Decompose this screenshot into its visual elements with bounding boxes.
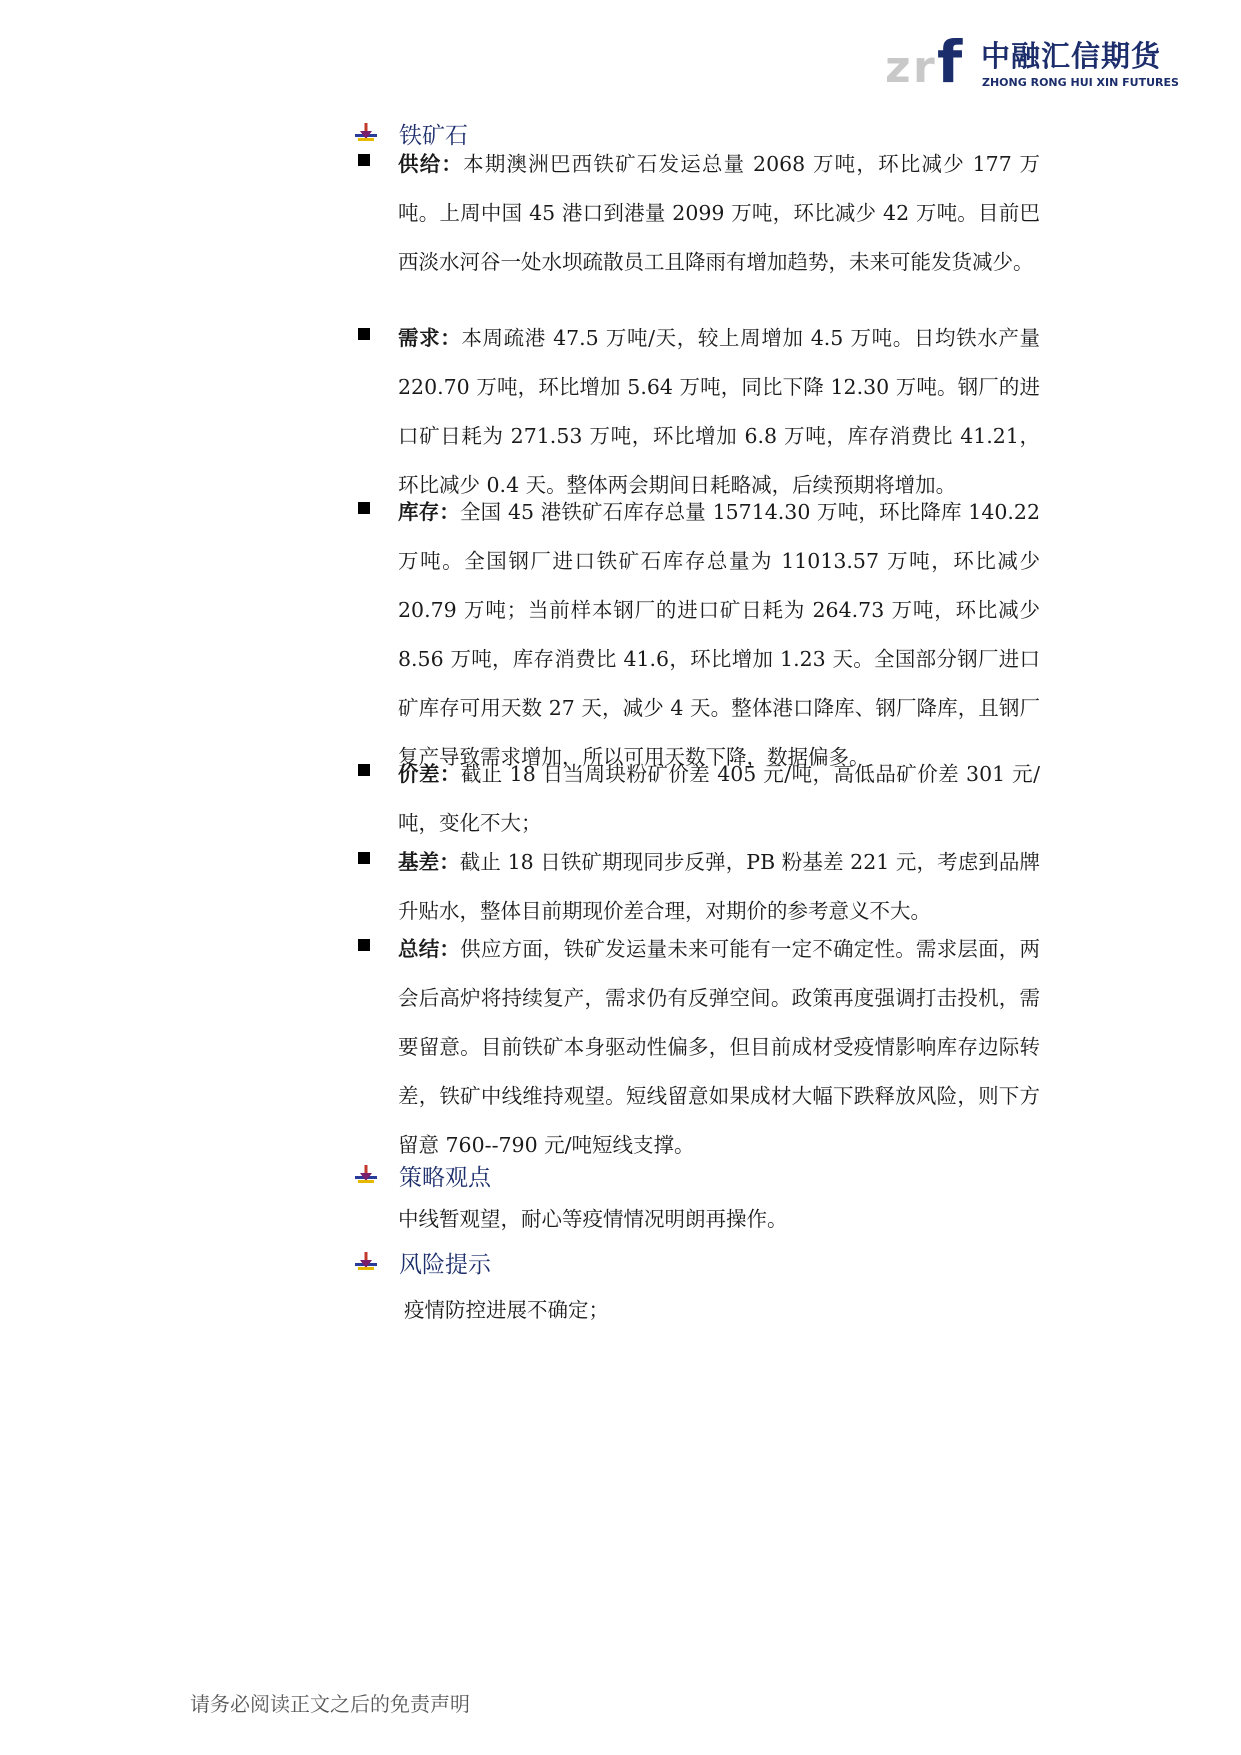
bullet-label: 总结：: [398, 937, 461, 961]
square-bullet-icon: [358, 852, 370, 864]
section-title: 风险提示: [399, 1251, 491, 1278]
strategy-text: 中线暂观望，耐心等疫情情况明朗再操作。: [398, 1207, 788, 1231]
bullet-text: [398, 925, 1040, 1170]
svg-text:z: z: [885, 42, 911, 93]
bullet-body: 截止 18 日当周块粉矿价差 405 元/吨，高低品矿价差 301 元/吨，变化不大；: [398, 762, 1040, 835]
square-bullet-icon: [358, 328, 370, 340]
svg-text:r: r: [913, 42, 935, 93]
down-arrow-icon: [355, 121, 377, 145]
bullet-body: 本周疏港 47.5 万吨/天，较上周增加 4.5 万吨。日均铁水产量 220.70 万吨，环比增加 5.64 万吨，同比下降 12.30 万吨。钢厂的进口矿日耗为 271.53 万吨，环比增加 6.8 万吨，库存消费比 41.21，环比减少 0.4 天。整体两会期间日耗略减，后续预期将增加。: [398, 326, 1041, 497]
footer-disclaimer: 请务必阅读正文之后的免责声明: [190, 1692, 470, 1716]
bullet-label: 供给：: [398, 152, 464, 176]
section-title: 铁矿石: [399, 122, 468, 149]
down-arrow-icon: [355, 1250, 377, 1274]
bullet-body: 全国 45 港铁矿石库存总量 15714.30 万吨，环比降库 140.22 万吨。全国钢厂进口铁矿石库存总量为 11013.57 万吨，环比减少 20.79 万吨；当前样本钢厂的进口矿日耗为 264.73 万吨，环比减少 8.56 万吨，库存消费比 41.6，环比增加 1.23 天。全国部分钢厂进口矿库存可用天数 27 天，减少 4 天。整体港口降库、钢厂降库，且钢厂复产导致需求增加，所以可用天数下降，数据偏多。: [398, 500, 1041, 769]
bullet-text: [398, 750, 1040, 848]
down-arrow-icon: [355, 1163, 377, 1187]
square-bullet-icon: [358, 154, 370, 166]
section-heading-risk: [355, 1245, 491, 1279]
square-bullet-icon: [358, 764, 370, 776]
section-title: 策略观点: [399, 1164, 491, 1191]
section-heading-strategy: [355, 1158, 491, 1192]
logo-english-name: ZHONG RONG HUI XIN FUTURES: [982, 76, 1179, 89]
bullet-body: 本期澳洲巴西铁矿石发运总量 2068 万吨，环比减少 177 万吨。上周中国 45 港口到港量 2099 万吨，环比减少 42 万吨。目前巴西淡水河谷一处水坝疏散员工且降雨有增加趋势，未来可能发货减少。: [398, 152, 1040, 274]
bullet-text: [398, 314, 1040, 510]
bullet-body: 供应方面，铁矿发运量未来可能有一定不确定性。需求层面，两会后高炉将持续复产，需求仍有反弹空间。政策再度强调打击投机，需要留意。目前铁矿本身驱动性偏多，但目前成材受疫情影响库存边际转差，铁矿中线维持观望。短线留意如果成材大幅下跌释放风险，则下方留意 760--790 元/吨短线支撑。: [398, 937, 1041, 1157]
company-logo: [885, 28, 1179, 94]
bullet-label: 库存：: [398, 500, 460, 524]
zrf-logo-mark: [885, 28, 985, 94]
square-bullet-icon: [358, 502, 370, 514]
risk-text: 疫情防控进展不确定；: [404, 1298, 609, 1322]
bullet-text: [398, 140, 1040, 287]
logo-chinese-name: 中融汇信期货: [981, 39, 1162, 73]
bullet-text: [398, 488, 1040, 782]
bullet-label: 需求：: [398, 326, 462, 350]
square-bullet-icon: [358, 939, 370, 951]
bullet-body: 截止 18 日铁矿期现同步反弹，PB 粉基差 221 元，考虑到品牌升贴水，整体目前期现价差合理，对期价的参考意义不大。: [398, 850, 1040, 923]
bullet-label: 基差：: [398, 850, 460, 874]
bullet-label: 价差：: [398, 762, 461, 786]
bullet-text: [398, 838, 1040, 936]
svg-text:f: f: [937, 28, 963, 94]
